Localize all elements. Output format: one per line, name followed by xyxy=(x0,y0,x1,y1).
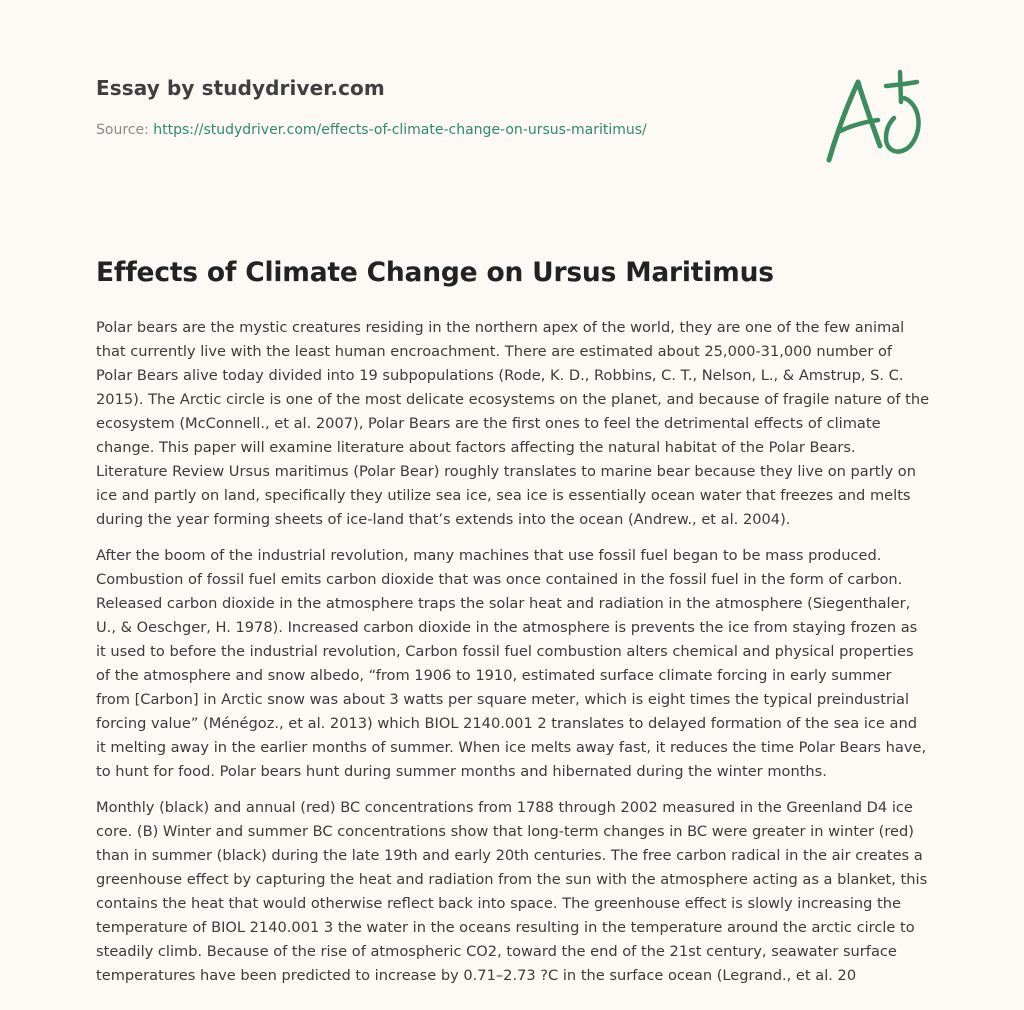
essay-paragraph: After the boom of the industrial revolution, many machines that use fossil fuel began to be mass produced. Combustion of fossil fuel emits carbon dioxide that was once contained in the fossil fuel in the form of carbon. Released carbon dioxide in the atmosphere traps the solar heat and radiation in the atmosphere (Siegenthaler, U., & Oeschger, H. 1978). Increased carbon dioxide in the atmosphere is prevents the ice from staying frozen as it used to before the industrial revolution, Carbon fossil fuel combustion alters chemical and physical properties of the atmosphere and snow albedo, “from 1906 to 1910, estimated surface climate forcing in early summer from [Carbon] in Arctic snow was about 3 watts per square meter, which is eight times the typical preindustrial forcing value” (Ménégoz., et al. 2013) which BIOL 2140.001 2 translates to delayed formation of the sea ice and it melting away in the earlier months of summer. When ice melts away fast, it reduces the time Polar Bears have, to hunt for food. Polar bears hunt during summer months and hibernated during the winter months. xyxy=(96,547,927,780)
essay-body xyxy=(96,316,930,1000)
source-link[interactable]: https://studydriver.com/effects-of-climate-change-on-ursus-maritimus/ xyxy=(153,122,647,138)
page-header xyxy=(96,76,916,138)
essay-title: Effects of Climate Change on Ursus Maritimus xyxy=(96,257,774,288)
essay-paragraph: Polar bears are the mystic creatures residing in the northern apex of the world, they are one of the few animal that currently live with the least human encroachment. There are estimated about 25,000-31,000 number of Polar Bears alive today divided into 19 subpopulations (Rode, K. D., Robbins, C. T., Nelson, L., & Amstrup, S. C. 2015). The Arctic circle is one of the most delicate ecosystems on the planet, and because of fragile nature of the ecosystem (McConnell., et al. 2007), Polar Bears are the first ones to feel the detrimental effects of climate change. This paper will examine literature about factors affecting the natural habitat of the Polar Bears. Literature Review Ursus maritimus (Polar Bear) roughly translates to marine bear because they live on partly on ice and partly on land, specifically they utilize sea ice, sea ice is essentially ocean water that freezes and melts during the year forming sheets of ice-land that’s extends into the ocean (Andrew., et al. 2004). xyxy=(96,319,930,528)
site-title: Essay by studydriver.com xyxy=(96,76,385,100)
essay-paragraph: Monthly (black) and annual (red) BC concentrations from 1788 through 2002 measured in the Greenland D4 ice core. (B) Winter and summer BC concentrations show that long-term changes in BC were greater in winter (red) than in summer (black) during the late 19th and early 20th centuries. The free carbon radical in the air creates a greenhouse effect by capturing the heat and radiation from the sun with the atmosphere acting as a blanket, this contains the heat that would otherwise reflect back into space. The greenhouse effect is slowly increasing the temperature of BIOL 2140.001 3 the water in the oceans resulting in the temperature around the arctic circle to steadily climb. Because of the rise of atmospheric CO2, toward the end of the 21st century, seawater surface temperatures have been predicted to increase by 0.71–2.73 ?C in the surface ocean (Legrand., et al. 20 xyxy=(96,799,928,984)
source-line xyxy=(96,122,916,138)
a-plus-logo-icon xyxy=(820,68,930,168)
source-label: Source: xyxy=(96,122,149,138)
